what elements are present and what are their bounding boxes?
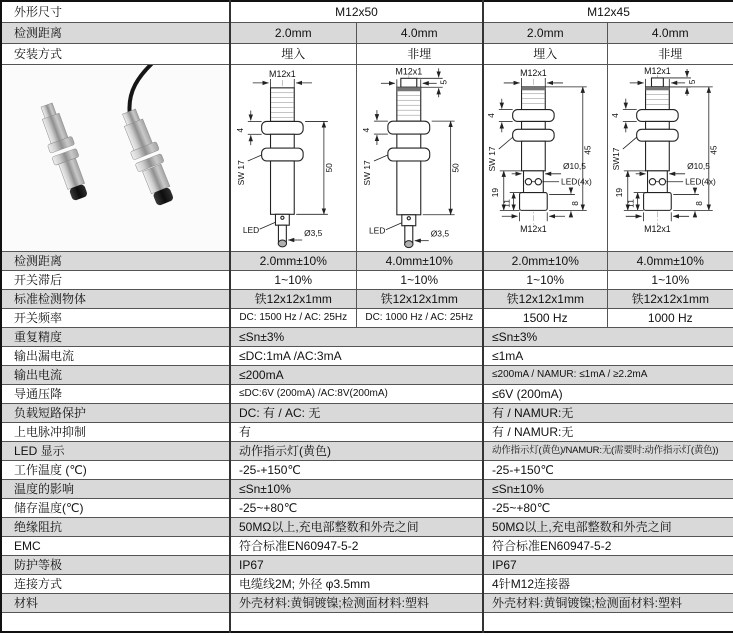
row-label: 上电脉冲抑制 [1,423,230,442]
dim-label: M12x1 [643,224,671,235]
table-row [1,23,733,44]
dim-label: 8 [569,201,580,206]
range-value: 2.0mm [230,23,356,44]
model-group-m12x50: M12x50 [230,1,483,23]
table-row [1,499,733,518]
spec-value: ≤200mA / NAMUR: ≤1mA / ≥2.2mA [483,366,733,385]
spec-value: -25~+80℃ [483,499,733,518]
spec-value: -25-+150℃ [230,461,483,480]
spec-value: 4.0mm±10% [356,252,483,271]
table-row [1,385,733,404]
row-label: 开关频率 [1,309,230,328]
spec-value: 动作指示灯(黄色) [230,442,483,461]
dim-label: 50 [323,163,334,173]
row-label: 标准检测物体 [1,290,230,309]
row-label: 重复精度 [1,328,230,347]
row-label: EMC [1,537,230,556]
dim-label: LED(4x) [684,176,716,187]
dim-label: Ø3,5 [304,228,323,239]
row-label: 储存温度(℃) [1,499,230,518]
dim-label: 19 [613,187,624,198]
spec-value: -25~+80℃ [230,499,483,518]
dim-label: Ø10,5 [563,160,586,171]
spec-value: ≤Sn±3% [230,328,483,347]
spec-value: 电缆线2M; 外径 φ3.5mm [230,575,483,594]
row-label: 检测距离 [1,252,230,271]
spec-value: 1~10% [356,271,483,290]
mount-value: 埋入 [483,44,607,65]
spec-value: 4.0mm±10% [607,252,733,271]
product-photo-cell [1,65,230,252]
dim-label: 5 [438,79,449,85]
spec-value: 1~10% [230,271,356,290]
spec-value: ≤Sn±3% [483,328,733,347]
dim-label: LED [368,225,385,236]
dim-label: 4 [360,127,371,133]
spec-value: DC: 1000 Hz / AC: 25Hz [356,309,483,328]
spec-value: 有 / NAMUR:无 [483,423,733,442]
row-label-dimensions: 外形尺寸 [1,1,230,23]
dim-label: M12x1 [394,66,422,77]
spec-value: 符合标准EN60947-5-2 [230,537,483,556]
table-row [1,423,733,442]
spec-value: ≤Sn±10% [230,480,483,499]
spec-value: 1~10% [483,271,607,290]
table-row [1,594,733,613]
spec-value: 2.0mm±10% [483,252,607,271]
dim-label: 4 [609,113,620,118]
drawing-cell [356,65,483,252]
spec-value: 50MΩ以上,充电部整数和外壳之间 [483,518,733,537]
spec-value: 有 / NAMUR:无 [483,404,733,423]
spec-value: IP67 [483,556,733,575]
row-label: 导通压降 [1,385,230,404]
range-value: 2.0mm [483,23,607,44]
spec-value: 铁12x12x1mm [483,290,607,309]
dim-label: Ø10,5 [686,160,710,171]
row-label: LED 显示 [1,442,230,461]
table-row [1,518,733,537]
table-row [1,556,733,575]
table-row [1,537,733,556]
spec-value: 符合标准EN60947-5-2 [483,537,733,556]
row-label: 连接方式 [1,575,230,594]
table-row [1,442,733,461]
table-row [1,65,733,252]
dim-label: 50 [450,163,461,173]
dim-label: SW 17 [235,160,246,186]
table-row [1,290,733,309]
row-label-range: 检测距离 [1,23,230,44]
row-label: 温度的影响 [1,480,230,499]
model-group-m12x45: M12x45 [483,1,733,23]
spec-value [230,613,483,633]
spec-value: DC: 有 / AC: 无 [230,404,483,423]
drawing-cell [607,65,733,252]
table-row [1,328,733,347]
table-row [1,309,733,328]
dimension-drawing-m12x50-flush [231,65,356,251]
table-row [1,404,733,423]
dim-label: LED(4x) [561,176,592,187]
dim-label: 4 [234,127,245,133]
dim-label: 19 [489,187,500,198]
dim-label: 8 [693,201,704,206]
table-row-partial [1,613,733,633]
dim-label: M12x1 [520,68,547,79]
spec-value: ≤1mA [483,347,733,366]
dim-label: 45 [708,145,719,155]
dim-label: 11 [501,199,512,208]
table-row [1,366,733,385]
dim-label: 11 [625,199,636,208]
dim-label: 4 [485,113,496,118]
spec-value: 1~10% [607,271,733,290]
row-label: 绝缘阻抗 [1,518,230,537]
row-label-mounting: 安装方式 [1,44,230,65]
row-label: 防护等极 [1,556,230,575]
spec-value: ≤DC:6V (200mA) /AC:8V(200mA) [230,385,483,404]
drawing-cell [483,65,607,252]
product-photo [2,65,229,251]
table-row [1,271,733,290]
dimension-drawing-m12x50-nonflush [357,65,483,251]
row-label: 负载短路保护 [1,404,230,423]
dim-label: SW 17 [486,146,497,172]
table-row [1,480,733,499]
spec-value: 外壳材料:黄铜镀镍;检测面材料:塑料 [483,594,733,613]
dim-label: LED [242,225,260,236]
spec-value: 4针M12连接器 [483,575,733,594]
spec-value: 外壳材料:黄铜镀镍;检测面材料:塑料 [230,594,483,613]
table-row [1,575,733,594]
mount-value: 埋入 [230,44,356,65]
dimension-drawing-m12x45-flush [484,65,607,251]
spec-value: IP67 [230,556,483,575]
table-row [1,347,733,366]
row-label: 输出电流 [1,366,230,385]
row-label: 材料 [1,594,230,613]
dim-label: M12x1 [269,68,296,79]
spec-value: ≤DC:1mA /AC:3mA [230,347,483,366]
spec-value: ≤6V (200mA) [483,385,733,404]
spec-value: 铁12x12x1mm [230,290,356,309]
table-row [1,44,733,65]
table-row [1,1,733,23]
spec-value: -25-+150℃ [483,461,733,480]
spec-value: 2.0mm±10% [230,252,356,271]
dim-label: M12x1 [643,65,671,76]
spec-value: DC: 1500 Hz / AC: 25Hz [230,309,356,328]
spec-value: ≤Sn±10% [483,480,733,499]
spec-value: ≤200mA [230,366,483,385]
mount-value: 非埋 [356,44,483,65]
table-row [1,252,733,271]
row-label: 开关滞后 [1,271,230,290]
dim-label: SW17 [610,147,621,171]
row-label: 工作温度 (℃) [1,461,230,480]
row-label [1,613,230,633]
dim-label: Ø3,5 [430,228,449,239]
spec-value [483,613,733,633]
spec-value: 有 [230,423,483,442]
range-value: 4.0mm [356,23,483,44]
dim-label: 45 [582,145,593,155]
dimension-drawing-m12x45-nonflush [608,65,733,251]
spec-value: 铁12x12x1mm [607,290,733,309]
mount-value: 非埋 [607,44,733,65]
spec-value: 动作指示灯(黄色)/NAMUR:无(需要时:动作指示灯(黄色)) [483,442,733,461]
spec-value: 1000 Hz [607,309,733,328]
dim-label: M12x1 [520,224,547,235]
table-row [1,461,733,480]
spec-value: 1500 Hz [483,309,607,328]
dim-label: 5 [686,79,697,85]
row-label: 输出漏电流 [1,347,230,366]
range-value: 4.0mm [607,23,733,44]
dim-label: SW 17 [361,160,372,186]
spec-value: 铁12x12x1mm [356,290,483,309]
spec-value: 50MΩ以上,充电部整数和外壳之间 [230,518,483,537]
drawing-cell [230,65,356,252]
